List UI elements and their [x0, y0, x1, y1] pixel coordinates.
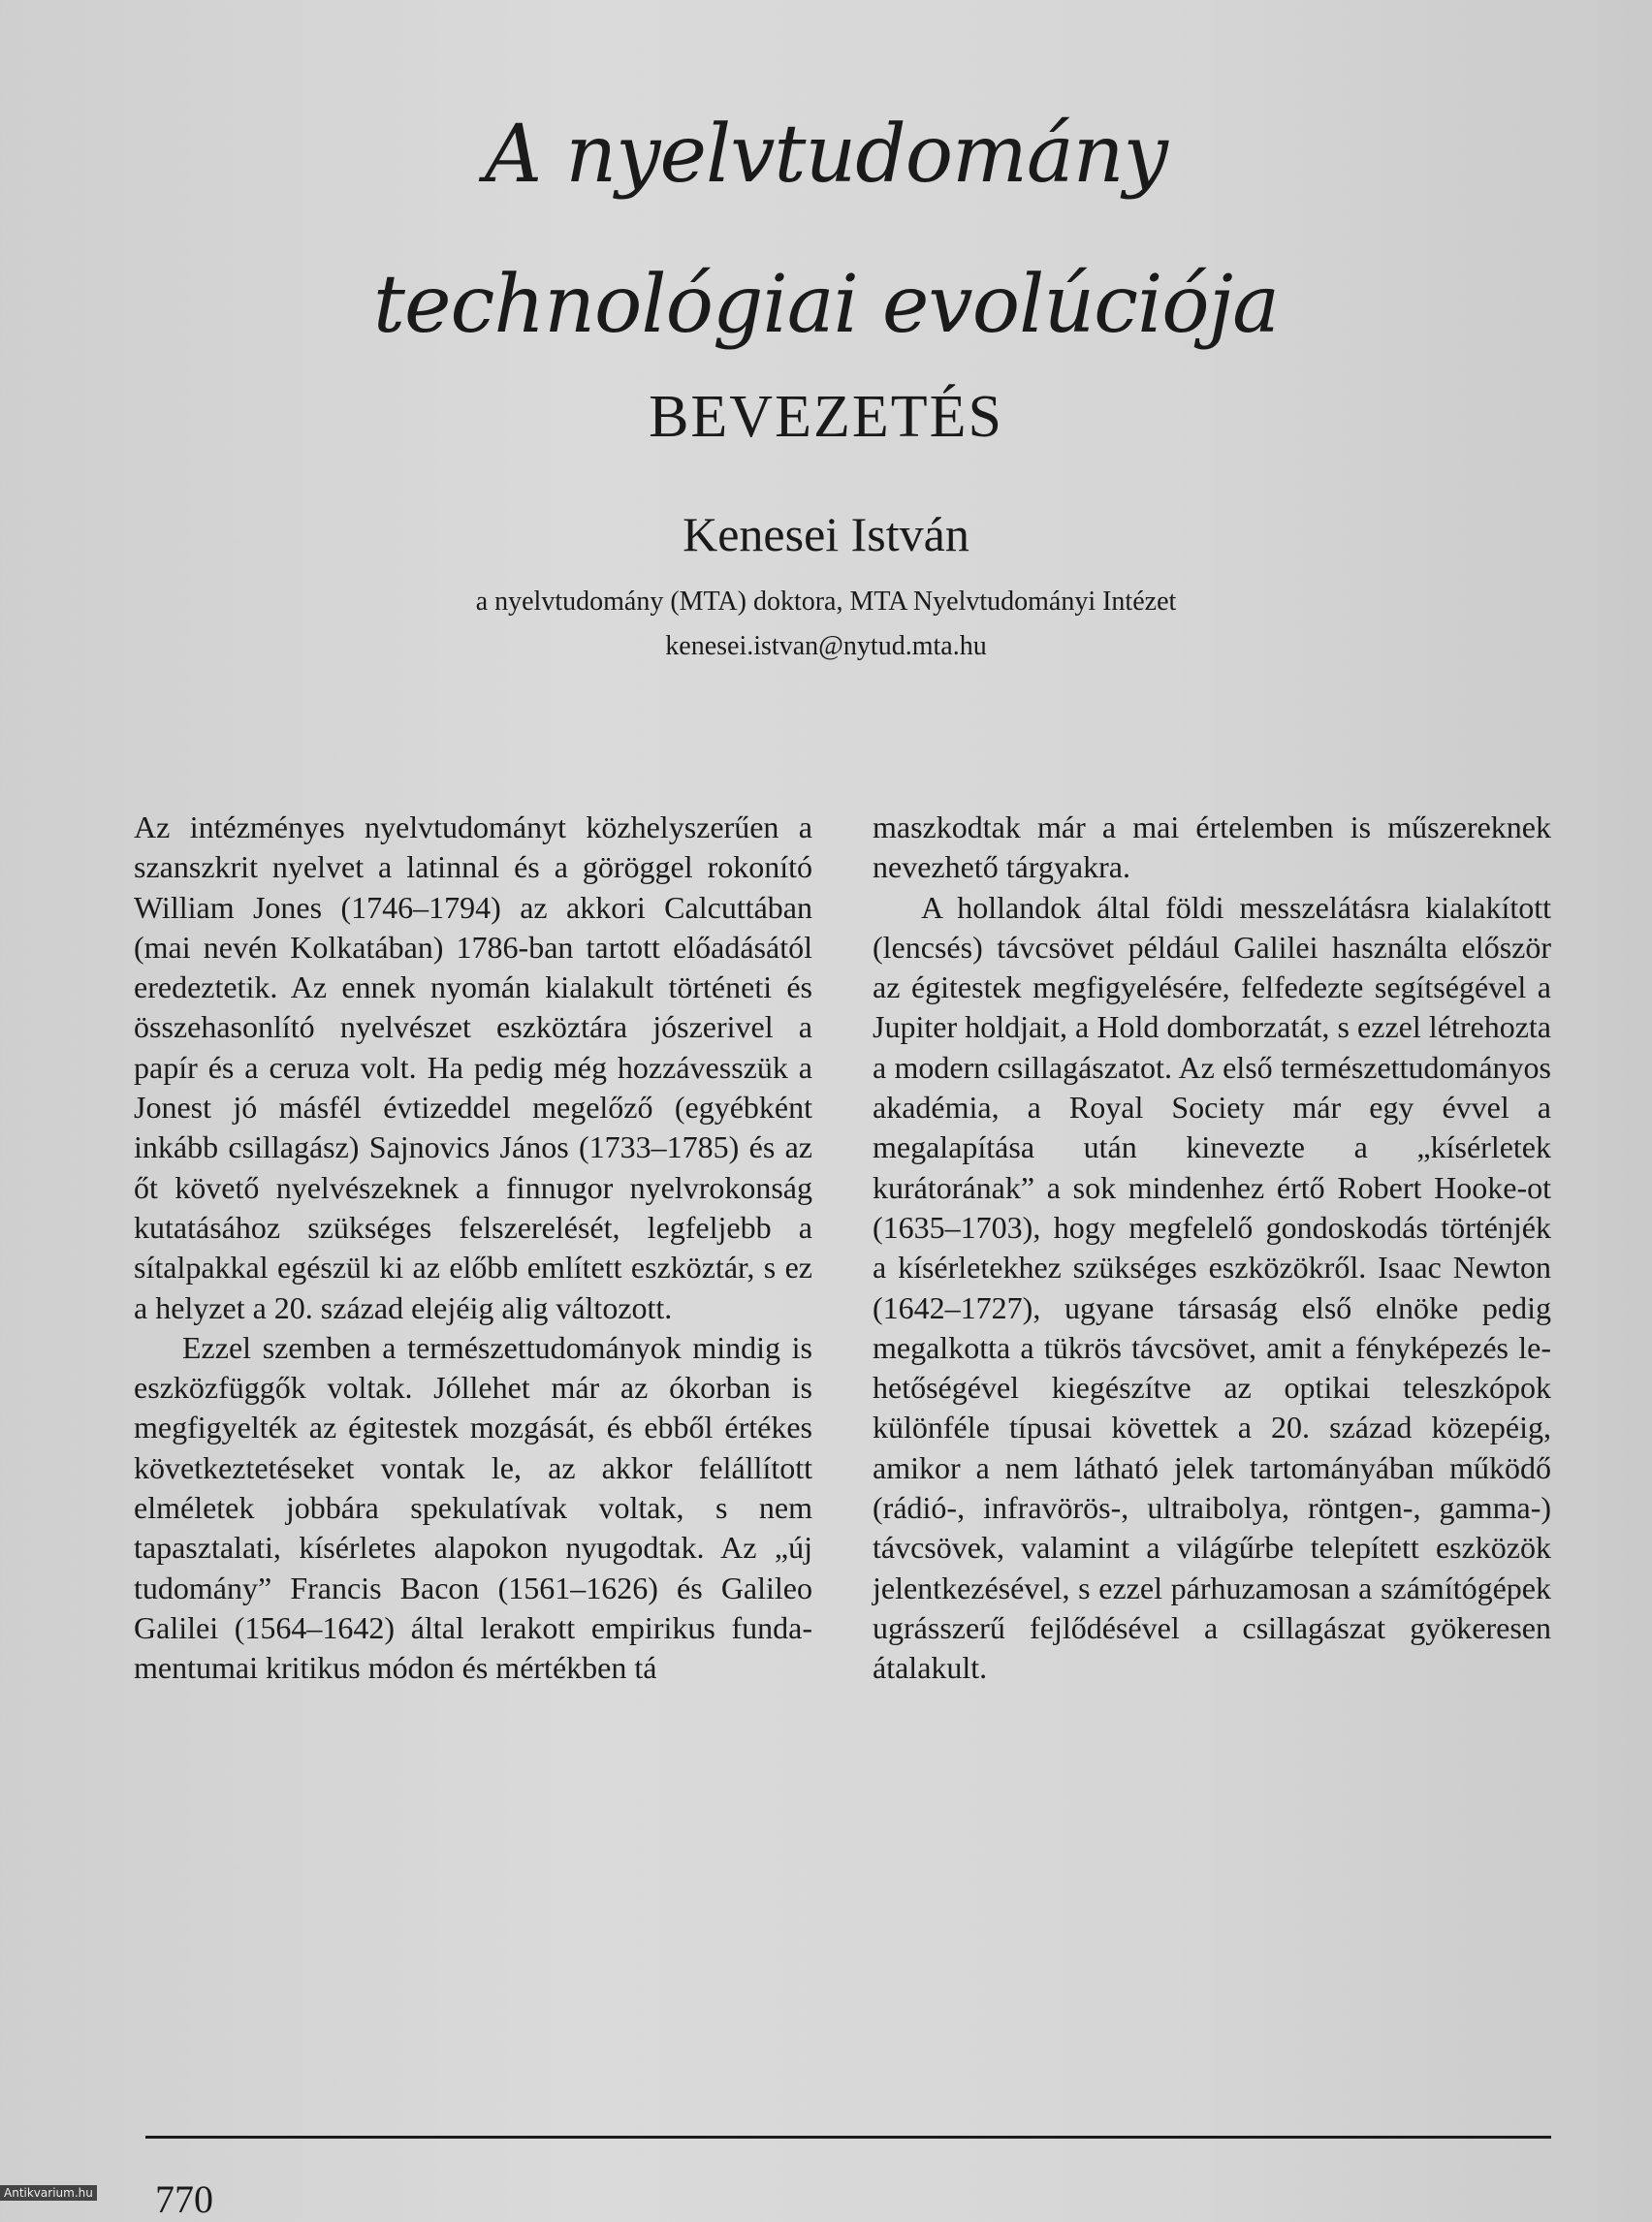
section-heading: BEVEZETÉS [649, 384, 1003, 450]
title-line-1: A nyelvtudomány [485, 109, 1167, 201]
page-number: 770 [155, 2177, 213, 2221]
title-line-2: technológiai evolúciója [373, 259, 1279, 351]
paragraph: Ezzel szemben a természettudományok mindig is eszközfüggők voltak. Jóllehet már az ókorban is megfigyelték az égitestek mozgását, és ebből értékes következtetéseket vontak le, az akkor felállított elméletek jobbára spekulatívak voltak, s nem tapasztalati, kísérletes alapokon nyugodtak. Az „új tudomány” Francis Bacon (1561–1626) és Galileo Galilei (1564–1642) által lerakott empirikus fundamentumai kritikus módon és mértékben tá [134, 1329, 812, 1686]
footer-rule [145, 2136, 1551, 2139]
text-column-right [873, 808, 1551, 1689]
text-column-left [134, 808, 812, 1689]
paragraph: A hollandok által földi messzelátásra kialakított (lencsés) távcsövet például Galilei használta először az égitestek megfigyelésére, felfedezte segítségével a Jupiter holdjait, a Hold domborzatát, s ezzel létrehozta a modern csillagászatot. Az első természettudományos akadémia, a Royal Society már egy évvel a megalapítása után kinevezte a „kísérletek kurátorának” a sok mindenhez értő Robert Hooke-ot (1635–1703), hogy megfelelő gondoskodás történjék a kísérletekhez szükséges eszközökről. Isaac Newton (1642–1727), ugyane társaság első elnöke pedig megalkotta a tükrös távcsövet, amit a fényképezés lehetőségével kiegészítve az optikai teleszkópok különféle típusai követtek a 20. század közepéig, amikor a nem látható jelek tartományában működő (rádió-, infravörös-, ultraibolya, röntgen-, gamma-) távcsövek, valamint a világűrbe telepített eszközök jelentkezésével, s ezzel párhuzamosan a számítógépek ugrásszerű fejlődésével a csillagászat gyökeresen átalakult. [873, 889, 1551, 1686]
author-name: Kenesei István [683, 507, 969, 561]
paragraph: Az intézményes nyelvtudományt közhelyszerűen a szanszkrit nyelvet a latinnal és a göröggel rokonító William Jones (1746–1794) az akkori Calcuttában (mai nevén Kolkatában) 1786-ban tartott előadásától eredeztetik. Az ennek nyomán kialakult történeti és összehasonlító nyelvészet eszköztára jószerivel a papír és a ceruza volt. Ha pedig még hozzávesszük a Jonest jó másfél évtizeddel megelőző (egyébként inkább csillagász) Sajnovics János (1733–1785) és az őt követő nyelvészeknek a finnugor nyelvrokonság kutatásához szükséges felszerelését, legfeljebb a sítalpakkal egészül ki az előbb említett eszköztár, s ez a helyzet a 20. század elejéig alig változott. [134, 809, 812, 1325]
watermark: Antikvarium.hu [0, 2185, 97, 2201]
author-affiliation: a nyelvtudomány (MTA) doktora, MTA Nyelvtudományi Intézet [475, 587, 1177, 617]
article-title [0, 79, 1652, 380]
paragraph: maszkodtak már a mai értelemben is műszereknek nevezhető tárgyakra. [873, 809, 1551, 885]
author-email: kenesei.istvan@nytud.mta.hu [665, 631, 987, 661]
